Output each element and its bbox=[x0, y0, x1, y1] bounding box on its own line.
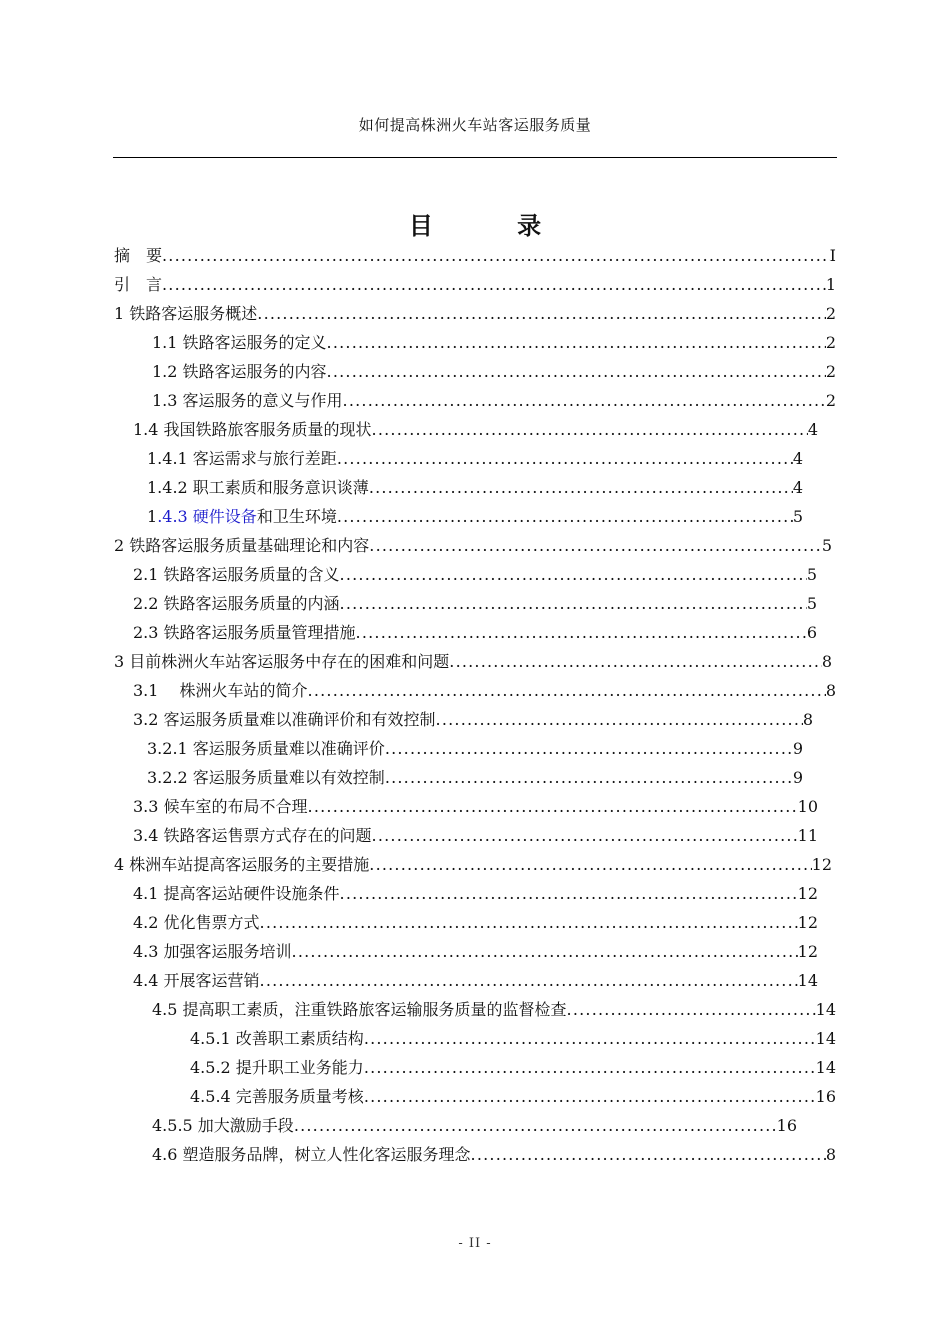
toc-entry[interactable] bbox=[114, 299, 836, 328]
toc-entry-page: 12 bbox=[811, 855, 832, 874]
toc-entry-page: 16 bbox=[815, 1087, 836, 1106]
toc-entry[interactable] bbox=[133, 618, 817, 647]
toc-entry[interactable] bbox=[152, 995, 836, 1024]
toc-entry[interactable] bbox=[152, 357, 836, 386]
toc-entry[interactable] bbox=[152, 1111, 797, 1140]
toc-entry[interactable] bbox=[114, 531, 832, 560]
dot-leader bbox=[340, 879, 798, 908]
dot-leader bbox=[308, 676, 826, 705]
toc-entry-label: 摘 要 bbox=[114, 246, 163, 265]
toc-entry-page: 8 bbox=[825, 1145, 836, 1164]
toc-entry-page: 16 bbox=[776, 1116, 797, 1135]
dot-leader bbox=[369, 473, 793, 502]
toc-entry[interactable] bbox=[114, 647, 832, 676]
toc-entry[interactable] bbox=[114, 270, 836, 299]
toc-entry-label: 3.1 株洲火车站的简介 bbox=[133, 681, 308, 700]
toc-entry-label: 4.6 塑造服务品牌，树立人性化客运服务理念 bbox=[152, 1145, 471, 1164]
toc-entry[interactable] bbox=[147, 473, 803, 502]
toc-entry-page: 5 bbox=[821, 536, 832, 555]
toc-entry-page: 1 bbox=[825, 275, 836, 294]
toc-entry-label: 4.5.2 提升职工业务能力 bbox=[190, 1058, 364, 1077]
toc-entry-label: 引 言 bbox=[114, 275, 163, 294]
toc-entry[interactable] bbox=[133, 560, 817, 589]
dot-leader bbox=[340, 560, 807, 589]
dot-leader bbox=[364, 1082, 816, 1111]
toc-entry-label: 4 株洲车站提高客运服务的主要措施 bbox=[114, 855, 370, 874]
toc-entry[interactable] bbox=[133, 589, 817, 618]
toc-entry[interactable] bbox=[114, 850, 832, 879]
dot-leader bbox=[356, 618, 807, 647]
toc-entry-label: 1.4.1 客运需求与旅行差距 bbox=[147, 449, 337, 468]
toc-entry-label: 3.2.2 客运服务质量难以有效控制 bbox=[147, 768, 385, 787]
toc-entry-label: 3.2 客运服务质量难以准确评价和有效控制 bbox=[133, 710, 436, 729]
toc-entry-label-start: 1 bbox=[147, 507, 158, 526]
toc-entry[interactable] bbox=[190, 1024, 836, 1053]
toc-entry-page: 2 bbox=[825, 333, 836, 352]
toc-entry-page: 14 bbox=[815, 1058, 836, 1077]
dot-leader bbox=[364, 1024, 816, 1053]
toc-entry-page: 11 bbox=[797, 826, 818, 845]
hyperlink-text[interactable]: .4.3 硬件设备 bbox=[157, 507, 257, 526]
dot-leader bbox=[343, 386, 826, 415]
toc-entry-label bbox=[147, 502, 337, 531]
dot-leader bbox=[364, 1053, 816, 1082]
dot-leader bbox=[385, 763, 793, 792]
toc-entry[interactable] bbox=[147, 444, 803, 473]
toc-entry-label: 3 目前株洲火车站客运服务中存在的困难和问题 bbox=[114, 652, 450, 671]
dot-leader bbox=[162, 241, 830, 270]
dot-leader bbox=[260, 908, 798, 937]
toc-entry-page: 12 bbox=[797, 913, 818, 932]
toc-entry-page: 4 bbox=[792, 449, 803, 468]
dot-leader bbox=[337, 502, 793, 531]
toc-entry-label: 4.5.1 改善职工素质结构 bbox=[190, 1029, 364, 1048]
toc-entry-page: 14 bbox=[815, 1000, 836, 1019]
toc-entry-page: 4 bbox=[807, 420, 818, 439]
dot-leader bbox=[471, 1140, 826, 1169]
toc-entry-label: 3.2.1 客运服务质量难以准确评价 bbox=[147, 739, 385, 758]
header-rule bbox=[113, 157, 837, 158]
toc-entry-label: 1.4.2 职工素质和服务意识谈薄 bbox=[147, 478, 369, 497]
toc-entry-page: 12 bbox=[797, 884, 818, 903]
toc-entry-label: 2.3 铁路客运服务质量管理措施 bbox=[133, 623, 356, 642]
toc-entry-page: 8 bbox=[825, 681, 836, 700]
toc-entry-page: 5 bbox=[806, 565, 817, 584]
toc-entry-label: 4.5.4 完善服务质量考核 bbox=[190, 1087, 364, 1106]
toc-entry-label: 1.2 铁路客运服务的内容 bbox=[152, 362, 327, 381]
toc-entry-label: 4.5.5 加大激励手段 bbox=[152, 1116, 294, 1135]
toc-entry[interactable] bbox=[147, 763, 803, 792]
toc-entry[interactable] bbox=[190, 1053, 836, 1082]
toc-entry[interactable] bbox=[147, 502, 803, 531]
toc-entry-page: 9 bbox=[792, 768, 803, 787]
toc-entry[interactable] bbox=[190, 1082, 836, 1111]
page-number: - II - bbox=[458, 1236, 492, 1251]
dot-leader bbox=[260, 966, 798, 995]
toc-entry-label: 2.2 铁路客运服务质量的内涵 bbox=[133, 594, 340, 613]
toc-entry[interactable] bbox=[133, 676, 836, 705]
toc-entry-label-end: 和卫生环境 bbox=[256, 507, 337, 526]
toc-entry-label: 3.3 候车室的布局不合理 bbox=[133, 797, 308, 816]
toc-entry-page: 2 bbox=[825, 304, 836, 323]
toc-entry-label: 4.3 加强客运服务培训 bbox=[133, 942, 292, 961]
dot-leader bbox=[372, 415, 808, 444]
toc-title: 目 录 bbox=[408, 211, 580, 240]
toc-entry-label: 1.3 客运服务的意义与作用 bbox=[152, 391, 343, 410]
dot-leader bbox=[436, 705, 803, 734]
dot-leader bbox=[372, 821, 798, 850]
dot-leader bbox=[292, 937, 798, 966]
toc-entry-page: 12 bbox=[797, 942, 818, 961]
toc-entry[interactable] bbox=[152, 386, 836, 415]
toc-entry-label: 1.4 我国铁路旅客服务质量的现状 bbox=[133, 420, 372, 439]
dot-leader bbox=[327, 328, 826, 357]
toc-entry[interactable] bbox=[147, 734, 803, 763]
toc-entry-page: 2 bbox=[825, 362, 836, 381]
dot-leader bbox=[337, 444, 793, 473]
toc-entry-page: 6 bbox=[806, 623, 817, 642]
toc-entry-label: 2 铁路客运服务质量基础理论和内容 bbox=[114, 536, 370, 555]
dot-leader bbox=[257, 299, 826, 328]
toc-entry[interactable] bbox=[152, 1140, 836, 1169]
toc-entry[interactable] bbox=[133, 705, 813, 734]
toc-entry[interactable] bbox=[133, 908, 818, 937]
toc-entry-label: 1.1 铁路客运服务的定义 bbox=[152, 333, 327, 352]
dot-leader bbox=[294, 1111, 777, 1140]
toc-entry[interactable] bbox=[152, 328, 836, 357]
toc-entry-page: 14 bbox=[797, 971, 818, 990]
dot-leader bbox=[340, 589, 807, 618]
toc-entry-page: 9 bbox=[792, 739, 803, 758]
toc-entry-label: 4.2 优化售票方式 bbox=[133, 913, 260, 932]
dot-leader bbox=[567, 995, 816, 1024]
toc-entry-page: 5 bbox=[792, 507, 803, 526]
toc-entry[interactable] bbox=[133, 937, 818, 966]
toc-entry-page: 10 bbox=[797, 797, 818, 816]
toc-entry[interactable] bbox=[114, 241, 836, 270]
toc-entry-label: 4.4 开展客运营销 bbox=[133, 971, 260, 990]
dot-leader bbox=[162, 270, 826, 299]
toc-entry-page: 8 bbox=[802, 710, 813, 729]
toc-entry[interactable] bbox=[133, 879, 818, 908]
running-header: 如何提高株洲火车站客运服务质量 bbox=[358, 116, 592, 134]
dot-leader bbox=[449, 647, 822, 676]
dot-leader bbox=[327, 357, 826, 386]
toc-entry[interactable] bbox=[133, 966, 818, 995]
toc-entry-page: 2 bbox=[825, 391, 836, 410]
toc-entry-label: 1 铁路客运服务概述 bbox=[114, 304, 258, 323]
toc-entry-label: 4.1 提高客运站硬件设施条件 bbox=[133, 884, 340, 903]
toc-entry-page: 14 bbox=[815, 1029, 836, 1048]
dot-leader bbox=[369, 531, 822, 560]
toc-entry[interactable] bbox=[133, 415, 818, 444]
toc-entry-page: 5 bbox=[806, 594, 817, 613]
toc-entry-label: 3.4 铁路客运售票方式存在的问题 bbox=[133, 826, 372, 845]
toc-entry-label: 2.1 铁路客运服务质量的含义 bbox=[133, 565, 340, 584]
dot-leader bbox=[308, 792, 798, 821]
dot-leader bbox=[369, 850, 811, 879]
toc-entry[interactable] bbox=[133, 792, 818, 821]
toc-entry-page: I bbox=[829, 246, 836, 265]
dot-leader bbox=[385, 734, 793, 763]
toc-entry[interactable] bbox=[133, 821, 818, 850]
toc-entry-page: 4 bbox=[792, 478, 803, 497]
toc-entry-page: 8 bbox=[821, 652, 832, 671]
toc-entry-label: 4.5 提高职工素质，注重铁路旅客运输服务质量的监督检查 bbox=[152, 1000, 567, 1019]
